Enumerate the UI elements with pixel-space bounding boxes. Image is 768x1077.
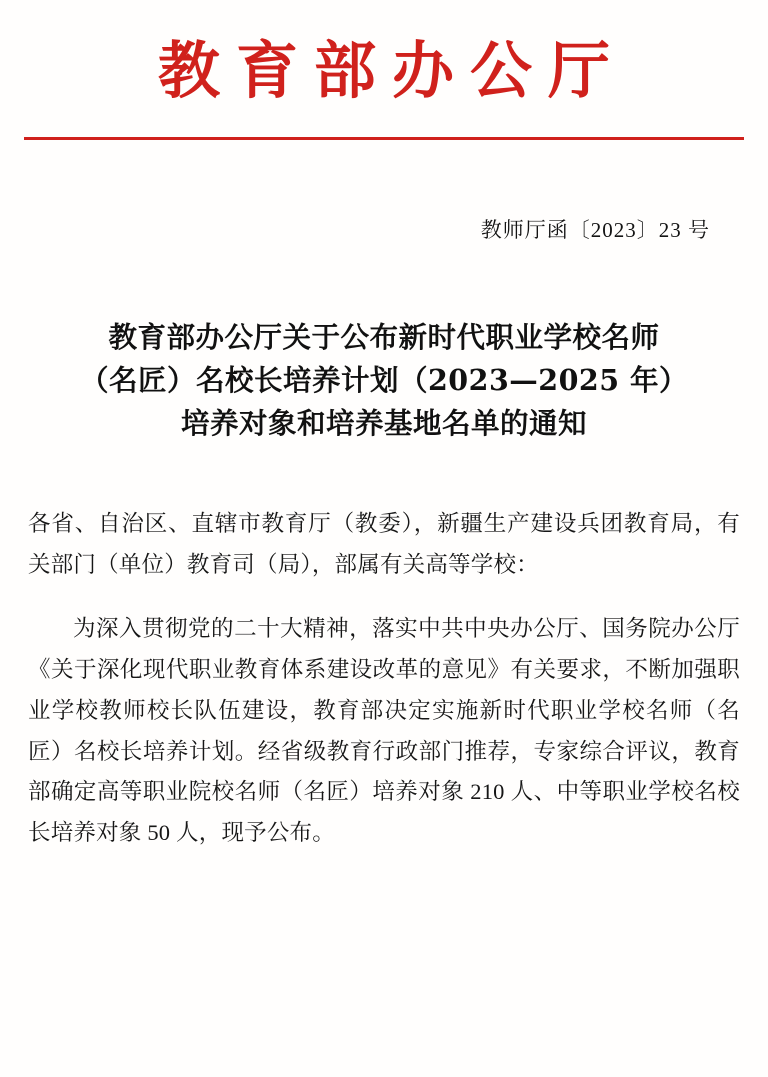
body-paragraph-1: 为深入贯彻党的二十大精神，落实中共中央办公厅、国务院办公厅《关于深化现代职业教育体系建设改革的意见》有关要求，不断加强职业学校教师校长队伍建设，教育部决定实施新时代职业学校名师（名匠）名校长培养计划。经省级教育行政部门推荐，专家综合评议，教育部确定高等职业院校名师（名匠）培养对象 210 人、中等职业学校名校长培养对象 50 人，现予公布。	[28, 615, 740, 846]
issuing-organization: 教育部办公厅	[157, 34, 626, 107]
page-title	[34, 316, 734, 444]
letterhead-divider	[24, 137, 744, 140]
letterhead	[0, 0, 768, 140]
page-title-line-2: （名匠）名校长培养计划（2023—2025 年）	[79, 362, 689, 397]
addressee-line: 各省、自治区、直辖市教育厅（教委），新疆生产建设兵团教育局，有关部门（单位）教育司（局），部属有关高等学校：	[28, 511, 740, 578]
document-body	[28, 504, 740, 854]
document-number: 教师厅函〔2023〕23 号	[480, 218, 710, 243]
page-title-line-1: 教育部办公厅关于公布新时代职业学校名师	[108, 320, 660, 355]
page-title-line-3: 培养对象和培养基地名单的通知	[180, 405, 587, 440]
